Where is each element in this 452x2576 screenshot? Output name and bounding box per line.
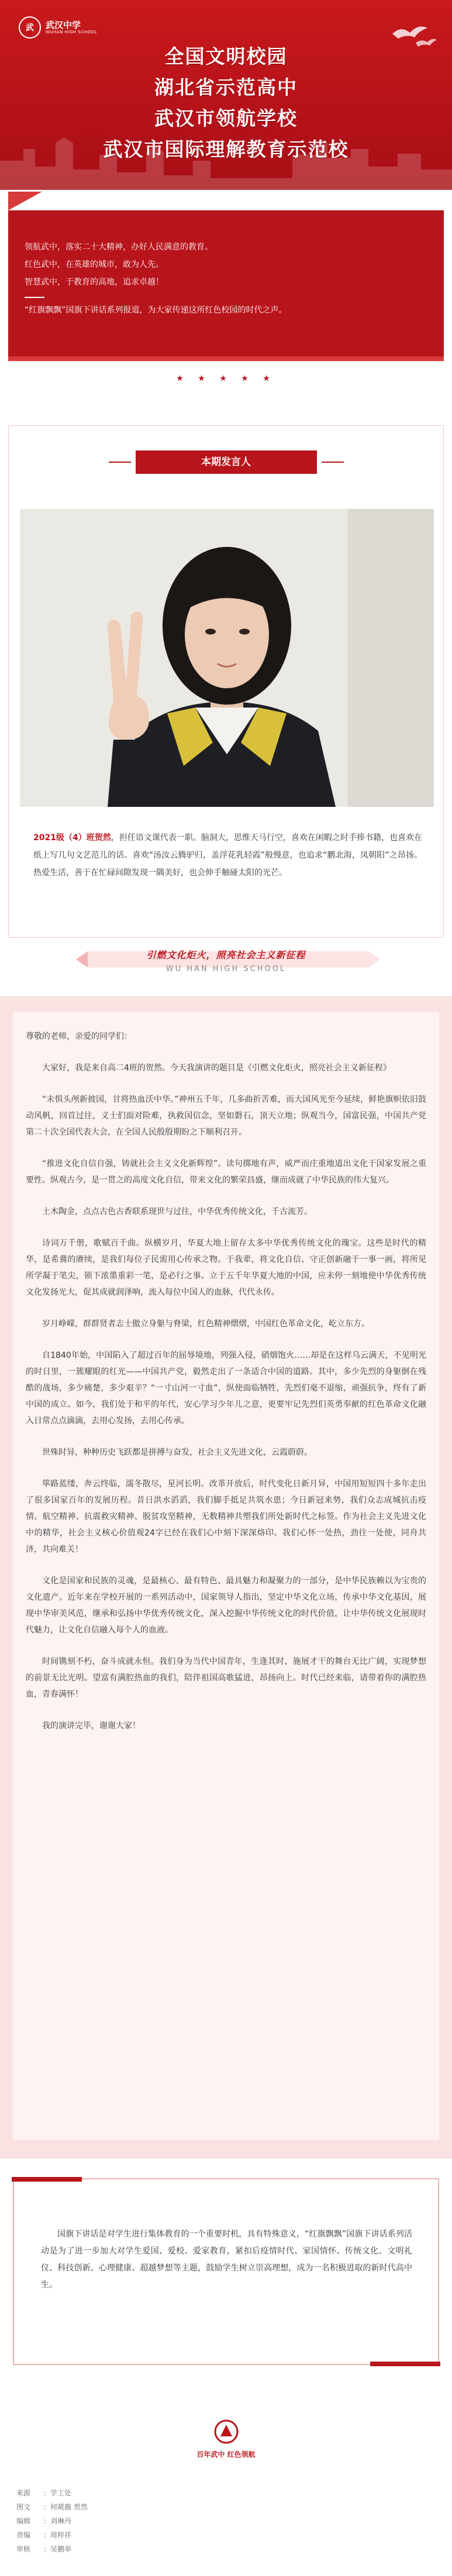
speech-body xyxy=(13,1012,439,2140)
intro-card xyxy=(8,210,444,356)
speech-paragraph: 诗词万千册，歌赋百千曲。纵横岁月，华夏大地上留存太多中华优秀传统文化的瑰宝。这些是时代的精华，是希冀的赓续，是我们每位子民需用心传承之物。于我辈，将文化自信、守正创新融于一事一画，将所见所学凝于笔尖，锁下浓墨重彩一笔，是必行之事。立于五千年华夏大地的中国，应未停一刻地使中华优秀传统文化发扬光大，促其成就润泽响，流入每位中国人的血脉，代代永传。 xyxy=(26,1239,426,1297)
credit-row: 责编 ：周梓祥 xyxy=(16,2531,72,2539)
speaker-section xyxy=(8,425,444,938)
speech-paragraph: 土木陶金，点点古色古香联系现世与过往，中华优秀传统文化，千古流芳。 xyxy=(42,1207,312,1216)
speech-greeting: 尊敬的老师，亲爱的同学们： xyxy=(26,1032,132,1041)
speech-title: 引燃文化炬火，照亮社会主义新征程 xyxy=(146,949,306,961)
speech-paragraph: 文化是国家和民族的灵魂，是最核心、最有特色、最具魅力和凝聚力的一部分，是中华民族赖以为宝贵的文化遗产。近年来在学校开展的一系列活动中，国家领导人指出，坚定中华文化立场，传承中华文化基因，展现中华审美风范，继承和弘扬中华优秀传统文化，深入挖掘中华传统文化的时代价值，让中华传统文化展现时代魅力，让文化自信融入每个人的血液。 xyxy=(26,1576,426,1635)
speech-subtitle-en: WU HAN HIGH SCHOOL xyxy=(165,965,287,973)
frame-corner-accent xyxy=(370,2362,440,2366)
intro-divider xyxy=(25,297,44,298)
speaker-name: 2021级（4）班贺然 xyxy=(33,833,111,843)
intro-line-1: 领航武中，落实二十大精神，办好人民满意的教育。 xyxy=(25,242,213,252)
speech-paragraph: 时间镌刻不朽，奋斗成就永恒。我们身为当代中国青年，生逢其时，施展才干的舞台无比广阔，实现梦想的前景无比光明。望富有满腔热血的我们，陪伴祖国高歌猛进，昂扬向上。时代已经来临，请带着你的满腔热血，青春满怀！ xyxy=(26,1657,426,1699)
speech-paragraph: 岁月峥嵘，群群贤者志士傲立身躯与脊梁，红色精神熠熠，中国红色革命文化，屹立东方。 xyxy=(42,1319,370,1329)
speech-paragraph: “推进文化自信自强，铸就社会主义文化新辉煌”。读句掷地有声，威严而庄重地道出文化于国家发展之重要性。纵观古今，是一贯之的高度文化自信，带来文化的繁荣昌盛，继而成就了中华民族的伟大复兴。 xyxy=(26,1159,426,1185)
intro-line-2: 红色武中，在英雄的城市，敢为人先。 xyxy=(25,260,164,269)
speech-paragraph: “未惧头颅新披国，甘将热血沃中华。”神州五千年，几多曲折苦难，而大国风光至今延续，鲜艳旗帜依旧鼓动风帆，回首过往，义士们面对险难，执救国信念，坚如磐石，顶天立地；纵观当今，国富民强，中国共产党第二十次全国代表大会，在全国人民殷殷期盼之下顺利召开。 xyxy=(26,1095,426,1137)
speech-paragraph: 自1840年始，中国陷入了超过百年的屈辱境地，列强入侵，硝烟饱火……却是在这样乌云满天，不见明光的时日里，一簇耀眼的红光——中国共产党，毅然走出了一条适合中国的道路。其中，多少先烈的身躯倒在残酷的战场，多少痛楚，多少艰辛？“一寸山河一寸血”，纵使面临牺牲，先烈们毫不退缩，顽强抗争，终有了新中国的成立。如今，我们处于和平的年代，安心学习少年儿之意，更要牢记先烈们英勇奉献的红色革命文化融入日常点点滴滴，去用心发扬，去用心传承。 xyxy=(26,1351,426,1426)
speech-title-block xyxy=(0,948,452,973)
intro-line-3: 智慧武中，于教育的高地，追求卓越！ xyxy=(25,278,164,287)
banner-title-2: 湖北省示范高中 xyxy=(154,76,298,99)
banner-title-4: 武汉市国际理解教育示范校 xyxy=(103,138,349,161)
credit-row: 来源 ：学工处 xyxy=(16,2489,72,2497)
speaker-portrait-image xyxy=(20,509,434,807)
speaker-heading: 本期发言人 xyxy=(136,450,317,474)
school-emblem-icon xyxy=(213,2419,239,2445)
frame-corner-accent xyxy=(12,2177,82,2182)
speech-paragraph: 我的演讲完毕，谢谢大家！ xyxy=(42,1721,140,1731)
banner-titles xyxy=(0,41,452,165)
intro-note: “红旗飘飘”国旗下讲话系列报道，为大家传递这所红色校园的时代之声。 xyxy=(25,306,287,315)
school-name: 武汉中学 xyxy=(46,19,81,30)
school-name-en: WUHAN HIGH SCHOOL xyxy=(46,30,97,35)
footer-slogan: 百年武中 红色领航 xyxy=(196,2450,256,2459)
speaker-bio-text: ，担任语文课代表一职。脑洞大，思维天马行空，喜欢在闲暇之时手捧书籍，也喜欢在纸上写几句文艺范儿的话。喜欢“汤汝云腾驴归，盖浮花乳轻霞”般慢意，也追求“鹏北海，凤朝阳”之昂扬。热爱生活，善于在忙碌间隙发现一隅美好，也会伸手触碰太阳的光芒。 xyxy=(33,833,422,878)
header-banner xyxy=(0,0,452,190)
credit-row: 编辑 ：刘琳丹 xyxy=(16,2517,72,2525)
speaker-bio xyxy=(33,829,422,882)
speech-paragraph: 筚路蓝缕，奔云终临，濡冬散尽，星河长明。改革开放后，时代变化日新月异，中国用短短四十多年走出了很多国家百年的发展历程。昔日洪水滔滔，我们脚手抵足共筑水患；今日新冠来势，我们众志成城抗击疫情。航空精神、抗震救灾精神、脱贫攻坚精神，无数精神共塑我们所处新时代之标签。作为社会主义先进文化中的精华，社会主义核心价值观24字已经在我们心中刻下深深烙印。我们心怀一处热，劲往一处使，同舟共济，共向难关！ xyxy=(26,1479,426,1554)
speaker-photo xyxy=(20,509,434,807)
closing-box xyxy=(13,2178,439,2365)
school-seal-icon: 武 xyxy=(19,16,41,39)
credit-row: 审核 ：吴鹏举 xyxy=(16,2545,72,2553)
credit-row: 图文 ：何葳薇 贺然 xyxy=(16,2503,88,2511)
footer-logo xyxy=(0,2419,452,2459)
closing-text: 国旗下讲话是对学生进行集体教育的一个重要时机，具有特殊意义，“红旗飘飘”国旗下讲话系列活动是为了进一步加大对学生爱国、爱校、爱家教育，紧扣后疫情时代、家国情怀、传统文化、文明礼仪、科技创新、心理健康、超越梦想等主题，鼓励学生树立崇高理想，成为一名积极进取的新时代高中生。 xyxy=(41,2230,412,2290)
speech-paragraph: 大家好，我是来自高二4班的贺然。今天我演讲的题目是《引燃文化炬火，照亮社会主义新征程》 xyxy=(42,1063,391,1073)
star-divider-icon: ★ ★ ★ ★ ★ xyxy=(176,374,276,383)
credits-list xyxy=(16,2486,88,2556)
banner-title-3: 武汉市领航学校 xyxy=(154,107,298,130)
banner-title-1: 全国文明校园 xyxy=(164,45,288,68)
school-logo xyxy=(19,16,97,39)
card-tab-graphic xyxy=(8,192,42,210)
speech-paragraph: 世殊时异，种种历史飞跃都是拼搏与奋发，社会主义先进文化，云霞蔚蔚。 xyxy=(42,1448,312,1457)
